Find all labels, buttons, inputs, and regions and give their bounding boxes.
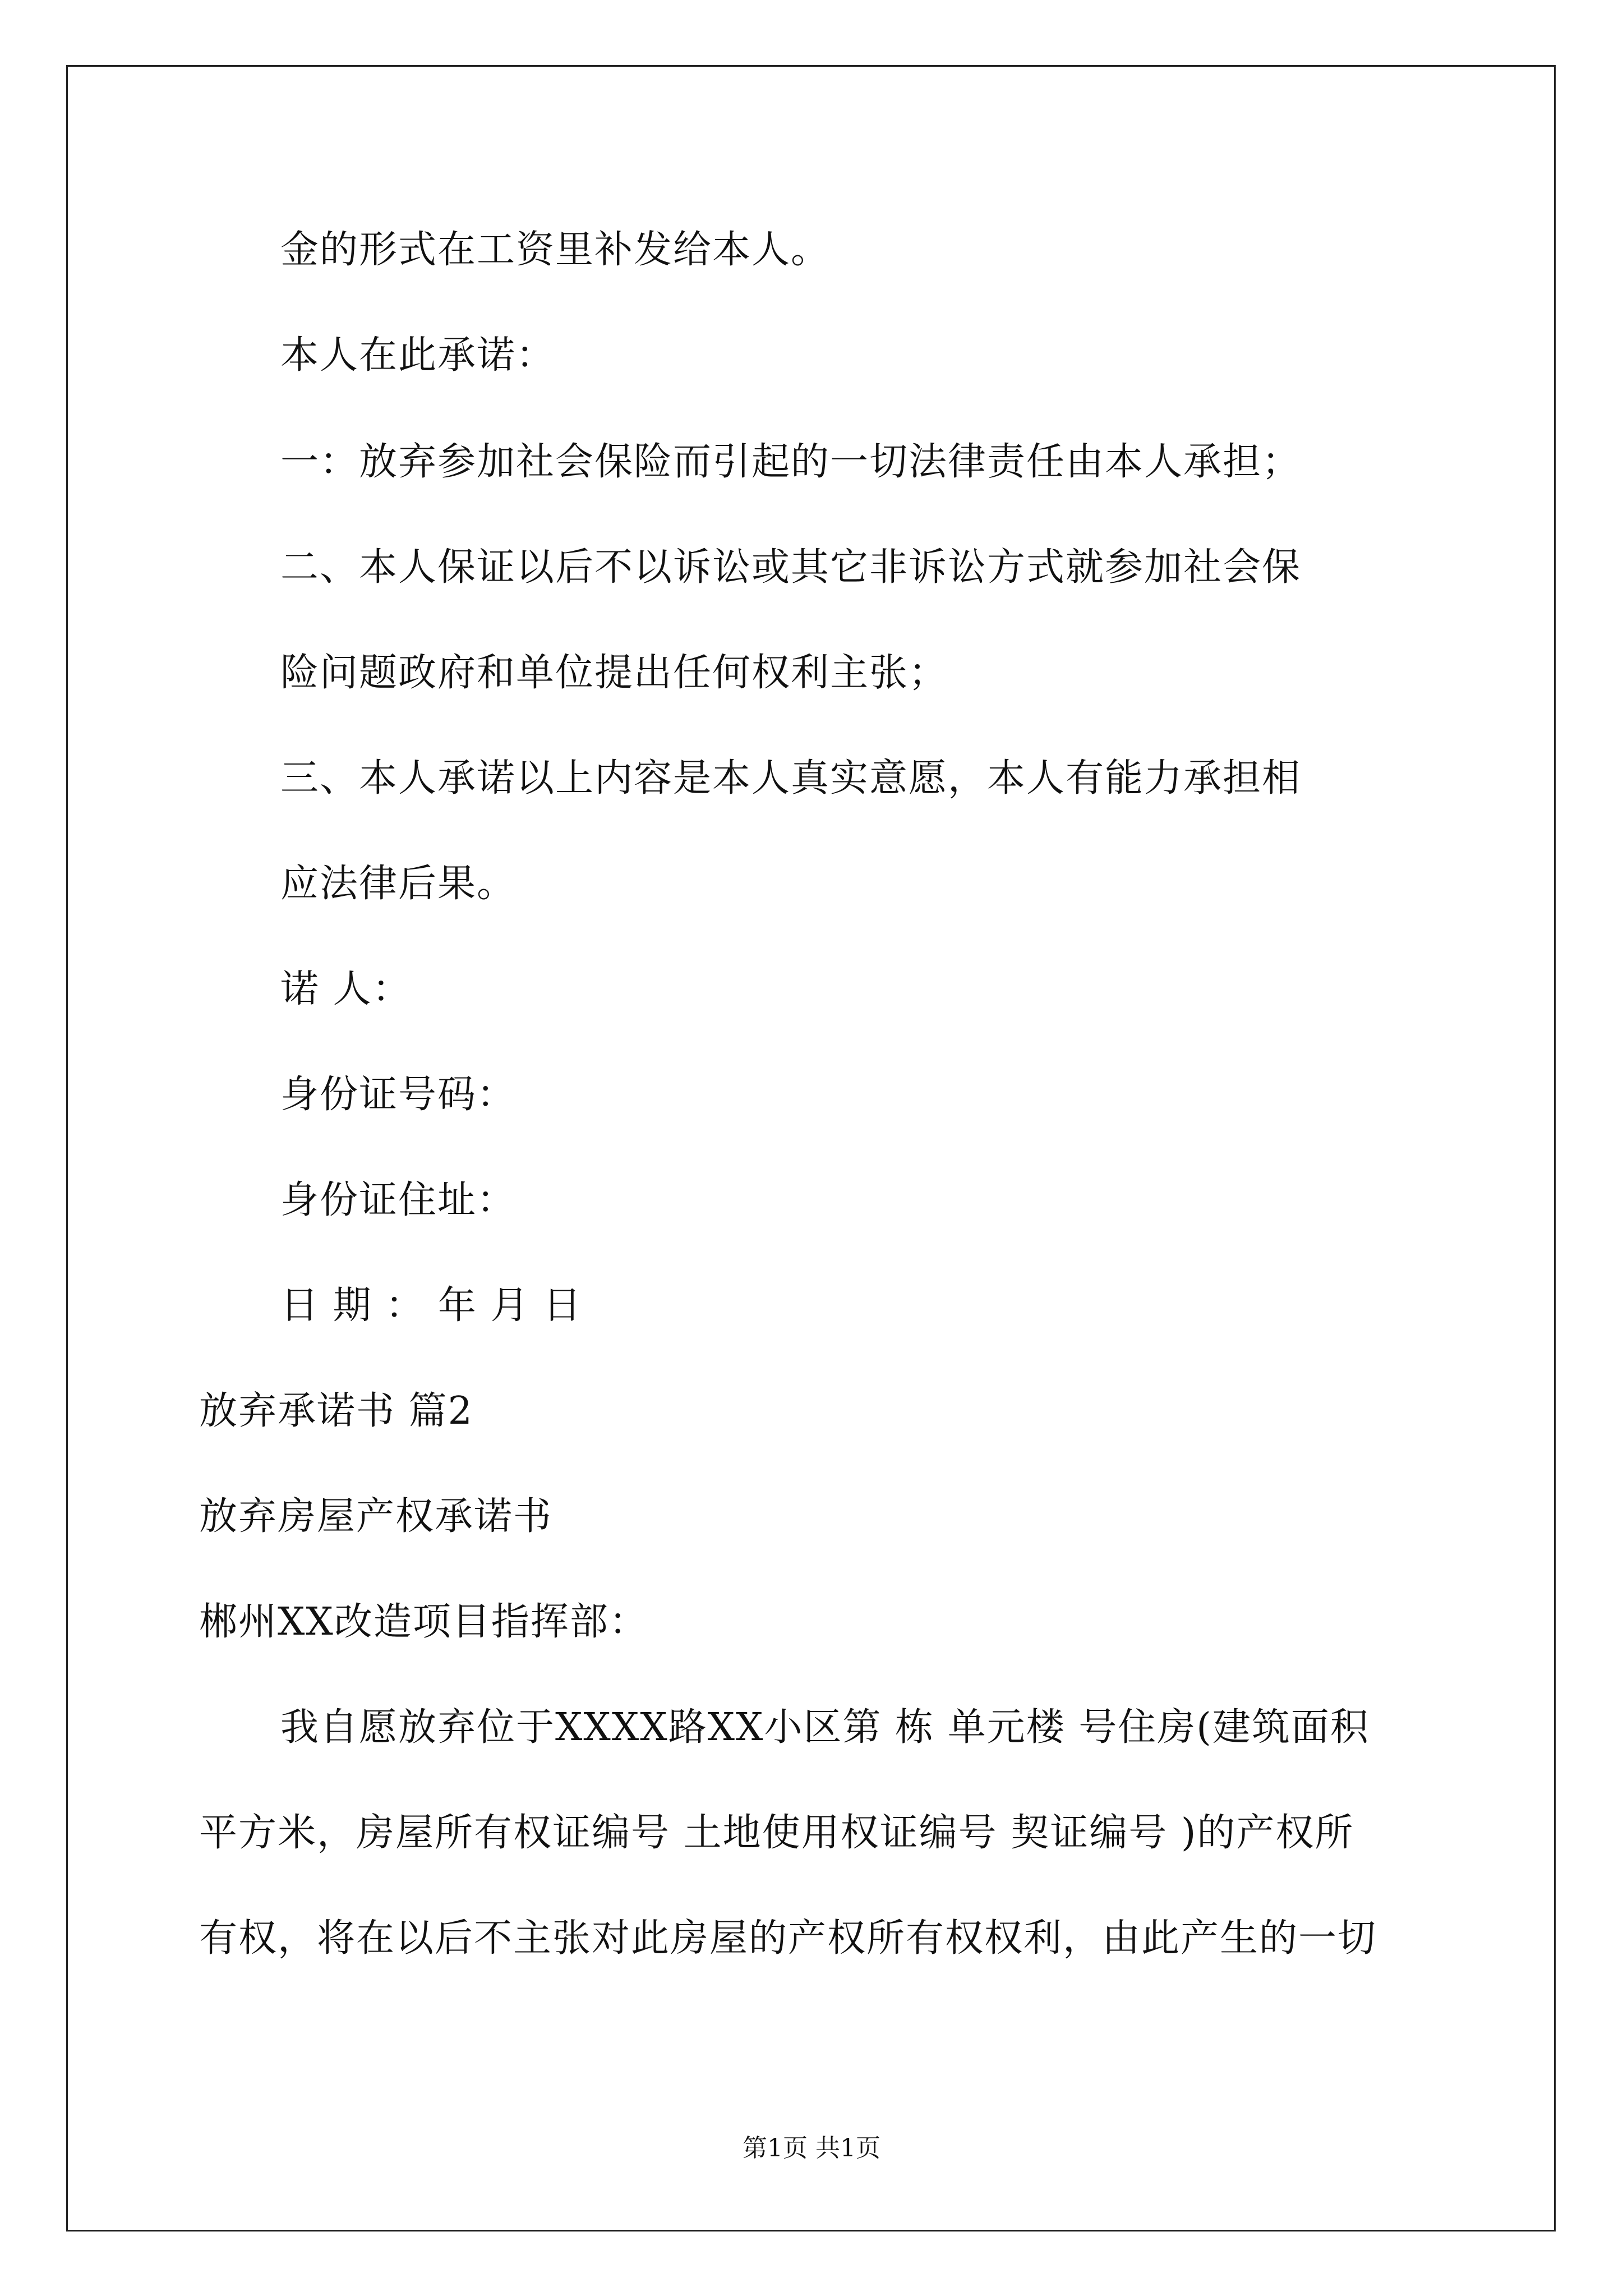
body-line: 险问题政府和单位提出任何权利主张； (280, 651, 948, 695)
id-address-label: 身份证住址： (280, 1178, 517, 1222)
page-border (66, 65, 1556, 2231)
body-line: 有权，将在以后不主张对此房屋的产权所有权权利，由此产生的一切 (199, 1916, 1377, 1961)
section-heading: 放弃承诺书 篇2 (199, 1389, 473, 1433)
id-number-label: 身份证号码： (280, 1073, 517, 1117)
body-line: 我自愿放弃位于XXXX路XX小区第 栋 单元楼 号住房(建筑面积 (280, 1705, 1370, 1750)
body-line: 一：放弃参加社会保险而引起的一切法律责任由本人承担； (280, 440, 1302, 484)
page-footer: 第1页 共1页 (743, 2134, 880, 2162)
date-label: 日 期 ： 年 月 日 (280, 1283, 583, 1328)
signer-label: 诺 人： (280, 967, 412, 1011)
document-title: 放弃房屋产权承诺书 (199, 1494, 553, 1539)
body-line: 金的形式在工资里补发给本人。 (280, 228, 831, 272)
body-line: 应法律后果。 (280, 862, 517, 906)
body-line: 本人在此承诺： (280, 333, 556, 378)
body-line: 二、本人保证以后不以诉讼或其它非诉讼方式就参加社会保 (280, 545, 1302, 590)
addressee: 郴州XX改造项目指挥部： (199, 1600, 648, 1644)
body-line: 三、本人承诺以上内容是本人真实意愿，本人有能力承担相 (280, 756, 1302, 800)
body-line: 平方米，房屋所有权证编号 土地使用权证编号 契证编号 )的产权所 (199, 1811, 1354, 1855)
